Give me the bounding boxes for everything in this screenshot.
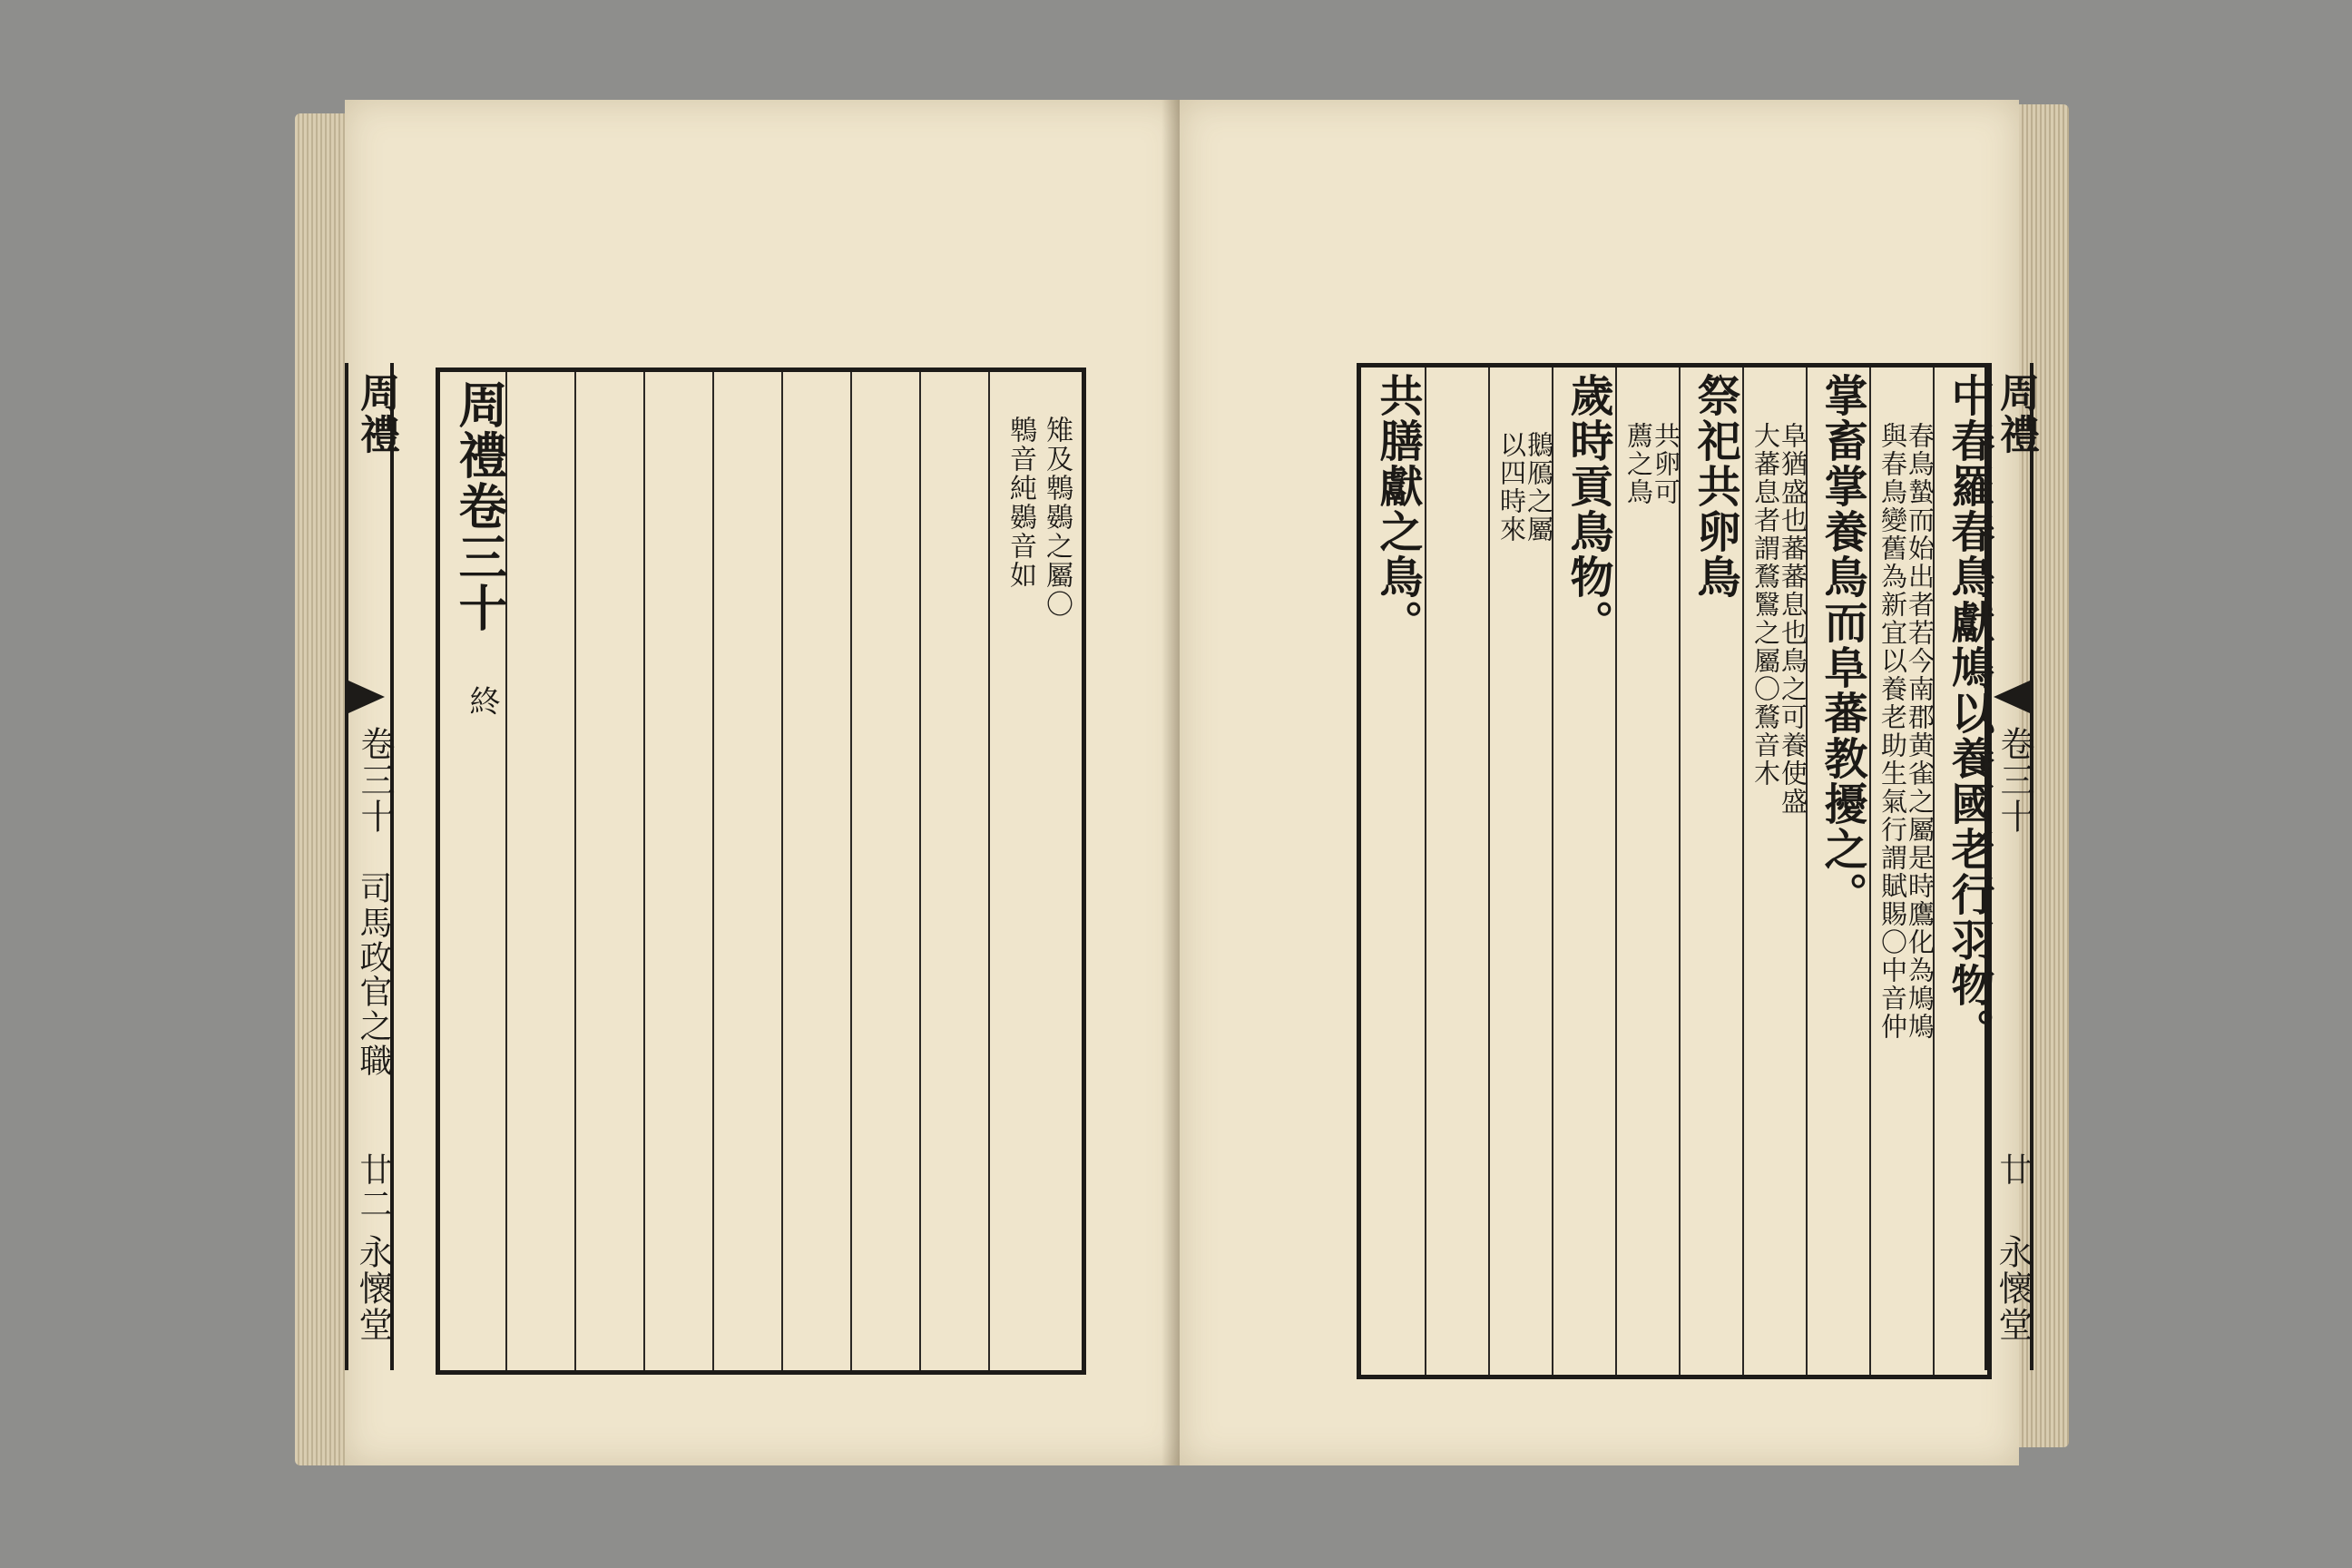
note-column: 鵝鴈之屬: [1524, 431, 1554, 544]
column-rule: [988, 372, 990, 1370]
fishtail-mark: [1994, 681, 2030, 713]
note-column: 薦之鳥: [1623, 422, 1654, 506]
right-fold-margin: [1984, 363, 2039, 1370]
left-page-edges: [295, 113, 349, 1465]
main-text-column: 中春羅春鳥獻鳩以養國老行羽物。: [1944, 373, 1994, 1054]
left-margin-publisher: 永懷堂: [353, 1234, 393, 1343]
column-rule: [712, 372, 714, 1370]
right-page: [1180, 100, 2039, 1465]
right-margin-book-title: 周禮: [1993, 372, 2039, 456]
left-margin-chapter: 卷三十: [355, 726, 395, 835]
note-column: 共卵可: [1651, 422, 1681, 506]
end-mark: 終: [464, 685, 500, 718]
column-rule: [1679, 368, 1681, 1375]
column-rule: [850, 372, 852, 1370]
note-column: 與春鳥變舊為新宜以養老助生氣行謂賦賜〇中音仲: [1877, 422, 1908, 1041]
left-margin-section: 司馬政官之職: [355, 871, 392, 1078]
right-margin-publisher: 永懷堂: [1993, 1234, 2033, 1343]
column-rule: [1488, 368, 1490, 1375]
main-text-column: 共膳獻之鳥。: [1372, 373, 1423, 645]
left-text-frame: [436, 368, 1086, 1375]
note-column: 阜猶盛也蕃蕃息也鳥之可養使盛: [1778, 422, 1808, 816]
left-margin-page-no: 廿二: [355, 1152, 392, 1221]
note-column: 大蕃息者謂鶩鷖之屬〇鶩音木: [1750, 422, 1781, 788]
open-book: [295, 95, 2069, 1475]
left-margin-book-title: 周禮: [353, 372, 399, 456]
main-text-column: 掌畜掌養鳥而阜蕃教擾之。: [1817, 373, 1867, 917]
fishtail-mark: [348, 681, 385, 713]
column-rule: [643, 372, 645, 1370]
commentary-line: 雉及鵯鷃之屬〇: [1041, 416, 1073, 619]
column-rule: [919, 372, 921, 1370]
right-margin-page-no: 廿: [1994, 1152, 2032, 1187]
note-column: 以四時來: [1496, 431, 1527, 544]
column-rule: [574, 372, 576, 1370]
main-text-column: 祭祀共卵鳥: [1690, 373, 1740, 600]
column-rule: [781, 372, 783, 1370]
right-margin-chapter: 卷三十: [1994, 726, 2034, 835]
main-text-column: 歲時貢鳥物。: [1563, 373, 1613, 645]
right-text-frame: [1357, 363, 1992, 1379]
left-page: [345, 100, 1184, 1465]
left-fold-margin: [345, 363, 399, 1370]
note-column: 春鳥蟄而始出者若今南郡黄雀之屬是時鷹化為鳩鳩: [1905, 422, 1936, 1041]
commentary-line: 鵯音純鷃音如: [1004, 416, 1036, 590]
volume-title: 周禮卷三十: [451, 379, 509, 633]
